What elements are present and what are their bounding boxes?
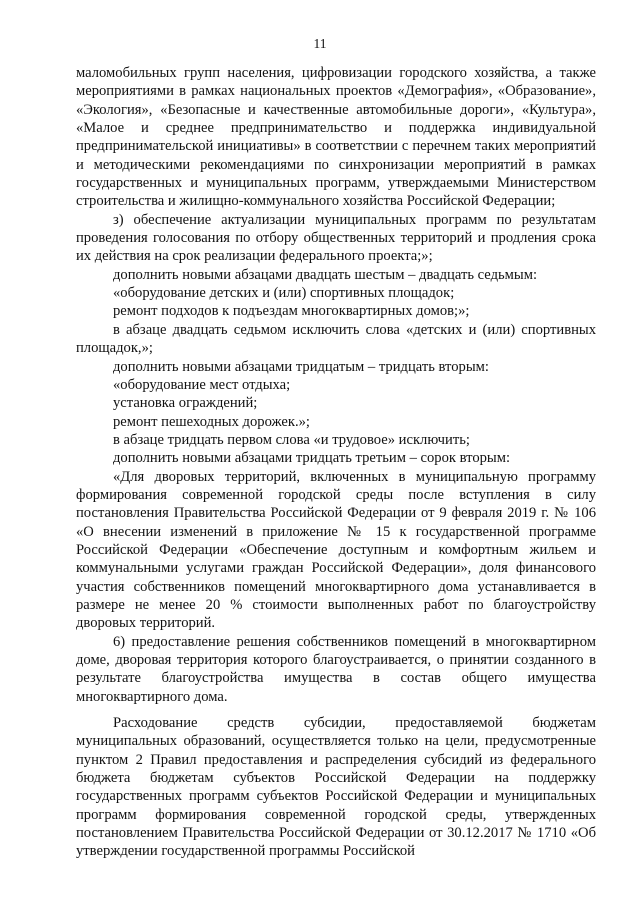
document-body bbox=[76, 64, 596, 861]
paragraph-8: «оборудование мест отдыха; bbox=[113, 376, 291, 393]
paragraph-1: маломобильных групп населения, цифровизации городского хозяйства, а также мероприятиями в рамках национальных проектов «Демография», «Образование», «Экология», «Безопасные и качественные автомобильные дороги», «Культура», «Малое и среднее предпринимательство и поддержка индивидуальной предпринимательской инициативы» в соответствии с перечнем таких мероприятий и методическими рекомендациями по синхронизации мероприятий в рамках государственных и муниципальных программ, утверждаемыми Министерством строительства и жилищно-коммунального хозяйства Российской Федерации; bbox=[76, 65, 596, 210]
paragraph-9: установка ограждений; bbox=[113, 395, 258, 412]
paragraph-4: «оборудование детских и (или) спортивных площадок; bbox=[113, 285, 455, 302]
paragraph-10: ремонт пешеходных дорожек.»; bbox=[113, 413, 310, 430]
paragraph-15: Расходование средств субсидии, предоставляемой бюджетам муниципальных образований, осуществляется только на цели, предусмотренные пунктом 2 Правил предоставления и распределения субсидий из федерального бюджета бюджетам субъектов Российской Федерации на поддержку государственных программ субъектов Российской Федерации и муниципальных программ формирования современной городской среды, утвержденных постановлением Правительства Российской Федерации от 30.12.2017 № 1710 «Об утверждении государственной программы Российской bbox=[76, 715, 596, 860]
paragraph-6: в абзаце двадцать седьмом исключить слова «детских и (или) спортивных площадок,»; bbox=[76, 321, 596, 357]
paragraph-7: дополнить новыми абзацами тридцатым – тридцать вторым: bbox=[113, 358, 489, 375]
paragraph-2: з) обеспечение актуализации муниципальных программ по результатам проведения голосования по отбору общественных территорий и продления срока их действия на срок реализации федерального проекта;»; bbox=[76, 211, 596, 265]
paragraph-14: 6) предоставление решения собственников помещений в многоквартирном доме, дворовая территория которого благоустраивается, о принятии созданного в результате благоустройства имущества в состав общего имущества многоквартирного дома. bbox=[76, 633, 596, 705]
page-number: 11 bbox=[313, 36, 327, 51]
paragraph-11: в абзаце тридцать первом слова «и трудовое» исключить; bbox=[113, 431, 470, 448]
paragraph-3: дополнить новыми абзацами двадцать шестым – двадцать седьмым: bbox=[113, 266, 537, 283]
paragraph-13: «Для дворовых территорий, включенных в муниципальную программу формирования современной городской среды после вступления в силу постановления Правительства Российской Федерации от 9 февраля 2019 г. № 106 «О внесении изменений в приложение № 15 к государственной программе Российской Федерации «Обеспечение доступным и комфортным жильем и коммунальными услугами граждан Российской Федерации», доля финансового участия собственников помещений многоквартирного дома устанавливается в размере не менее 20 % стоимости выполненных работ по благоустройству дворовых территорий. bbox=[76, 468, 596, 632]
paragraph-12: дополнить новыми абзацами тридцать третьим – сорок вторым: bbox=[113, 450, 511, 467]
paragraph-5: ремонт подходов к подъездам многоквартирных домов;»; bbox=[113, 303, 470, 320]
